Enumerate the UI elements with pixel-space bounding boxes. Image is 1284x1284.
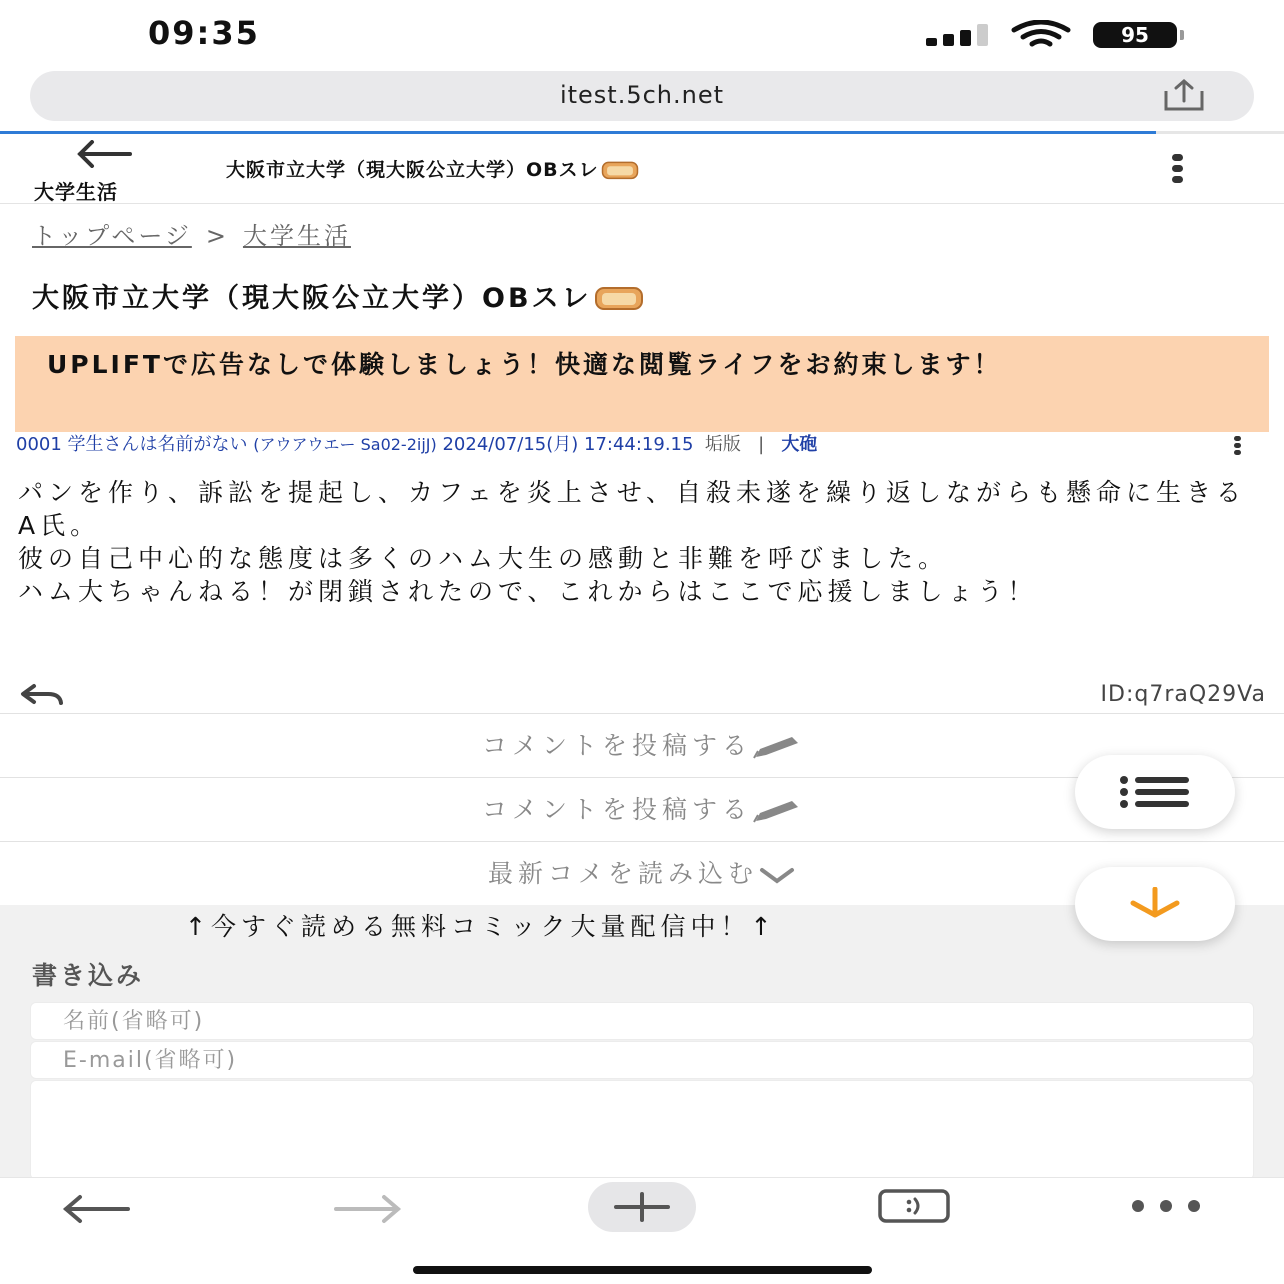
wifi-icon [1010,20,1072,50]
more-icon[interactable] [1128,1198,1204,1214]
thread-header [0,134,1284,204]
tabs-icon[interactable] [876,1188,952,1224]
cellular-signal-icon [926,24,990,46]
battery-tip [1180,30,1184,40]
post-author: 学生さんは名前がない [67,434,248,455]
post-body [18,476,1268,608]
post-comment-label: コメントを投稿する [481,795,752,824]
pencil-icon [752,799,802,823]
post-tag-2[interactable]: 大砲 [781,434,818,455]
chevron-down-icon [758,865,796,885]
bread-icon [594,285,644,311]
post-body-line: ハム大ちゃんねる！が閉鎖されたので、これからはここで応援しましょう！ [18,577,1038,606]
header-title-text: 大阪市立大学（現大阪公立大学）OBスレ [226,159,599,181]
new-tab-button[interactable] [588,1182,696,1232]
email-input[interactable]: E-mail(省略可) [30,1041,1254,1079]
reply-icon[interactable] [20,683,64,705]
battery-indicator: 95 [1093,22,1177,48]
breadcrumb-home-link[interactable]: トップページ [32,222,192,250]
post-menu-icon[interactable] [1234,436,1244,456]
back-arrow-icon[interactable] [76,140,132,168]
toolbar-back-icon[interactable] [62,1194,130,1224]
breadcrumb [32,216,351,251]
breadcrumb-separator: > [205,222,229,250]
plus-icon [614,1192,670,1222]
url-text[interactable]: itest.5ch.net [559,81,725,109]
post-divider: | [758,434,765,455]
bread-icon [601,160,639,180]
comic-promo-link[interactable]: ↑今すぐ読める無料コミック大量配信中！↑ [185,912,777,941]
arrow-down-icon [1125,887,1185,919]
thread-title [32,276,644,315]
address-bar[interactable] [30,71,1254,121]
load-latest-label: 最新コメを読み込む [487,859,758,888]
back-label[interactable]: 大学生活 [34,180,118,204]
post-user-id[interactable]: ID:q7raQ29Va [1100,682,1266,707]
thread-title-text: 大阪市立大学（現大阪公立大学）OBスレ [32,283,592,314]
list-icon [1119,776,1191,808]
message-textarea[interactable] [30,1080,1254,1180]
share-icon[interactable] [1158,79,1208,113]
post-meta [16,436,1226,453]
scroll-down-button[interactable] [1075,867,1235,941]
compose-title: 書き込み [32,961,145,990]
post-tag-1: 垢版 [704,434,741,455]
ad-banner[interactable]: UPLIFTで広告なしで体験しましょう！快適な閲覧ライフをお約束します！ [15,336,1269,432]
status-bar [0,0,1284,68]
status-time: 09:35 [148,14,260,52]
post-id-info: (アウアウエー Sa02-2ijJ) [253,435,437,454]
post-body-line: 彼の自己中心的な態度は多くのハム大生の感動と非難を呼びました。 [18,544,949,573]
pencil-icon [752,735,802,759]
kebab-menu-icon[interactable] [1170,154,1186,184]
home-indicator[interactable] [413,1266,872,1274]
post-comment-label: コメントを投稿する [481,731,752,760]
thread-list-button[interactable] [1075,755,1235,829]
toolbar-forward-icon[interactable] [334,1194,402,1224]
breadcrumb-category-link[interactable]: 大学生活 [242,222,351,250]
name-input[interactable]: 名前(省略可) [30,1002,1254,1040]
post-number[interactable]: 0001 [16,434,62,455]
post-body-line: パンを作り、訴訟を提起し、カフェを炎上させ、自殺未遂を繰り返しながらも懸命に生きるA氏。 [18,478,1247,540]
header-title [226,155,639,182]
post-date: 2024/07/15(月) 17:44:19.15 [442,434,694,455]
